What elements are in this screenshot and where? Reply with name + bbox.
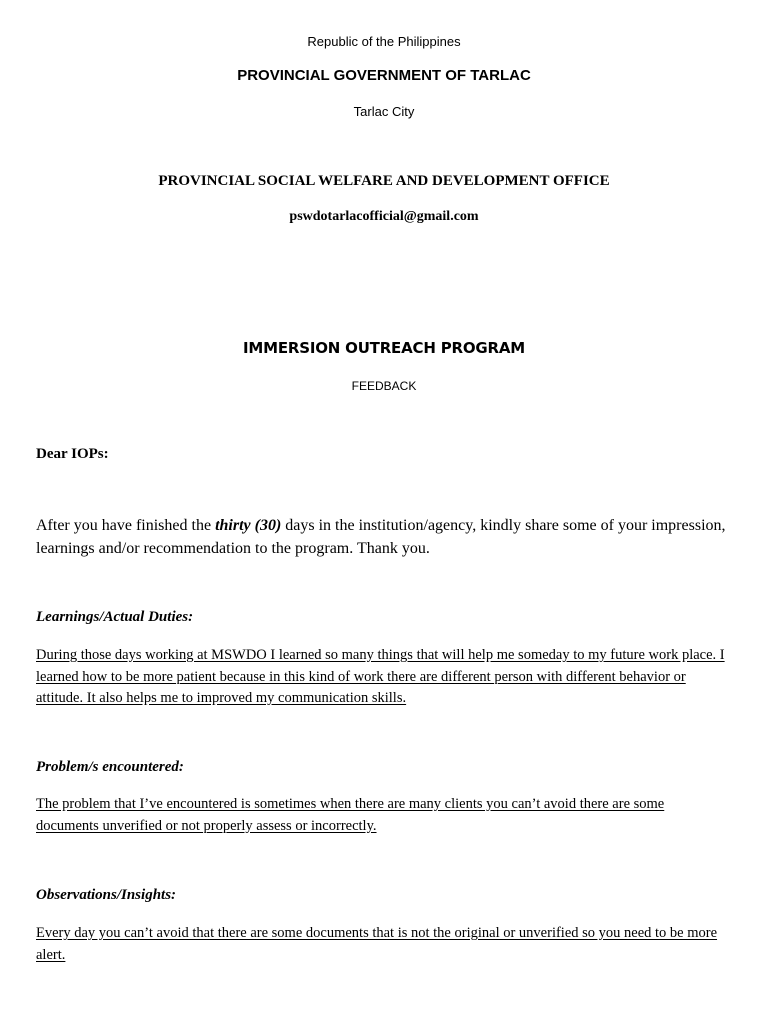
- program-title: IMMERSION OUTREACH PROGRAM: [243, 339, 525, 357]
- problems-answer: The problem that I’ve encountered is sometimes when there are many clients you can’t avoid there are some documents unverified or not properly assess or incorrectly.: [36, 796, 665, 834]
- salutation: Dear IOPs:: [36, 446, 109, 462]
- intro-emphasis: thirty (30): [215, 517, 282, 534]
- learnings-heading: Learnings/Actual Duties:: [36, 609, 194, 625]
- intro-text-after: days in the institution/agency, kindly share some of your impression, learnings and/or recommendation to the program. Thank you.: [36, 517, 726, 557]
- office-email: pswdotarlacofficial@gmail.com: [289, 209, 479, 224]
- observations-answer: Every day you can’t avoid that there are some documents that is not the original or unverified so you need to be more alert.: [36, 925, 718, 963]
- city-line: Tarlac City: [353, 104, 415, 119]
- form-subtitle: FEEDBACK: [351, 379, 417, 393]
- observations-heading: Observations/Insights:: [36, 887, 177, 903]
- intro-paragraph: [36, 514, 726, 560]
- problems-heading: Problem/s encountered:: [36, 759, 184, 775]
- office-title: PROVINCIAL SOCIAL WELFARE AND DEVELOPMENT OFFICE: [158, 173, 610, 189]
- learnings-answer: During those days working at MSWDO I learned so many things that will help me someday to my future work place. I learned how to be more patient because in this kind of work there are different person with different behavior or attitude. It also helps me to improved my communication skills.: [36, 647, 725, 706]
- provincial-government-title: PROVINCIAL GOVERNMENT OF TARLAC: [237, 67, 531, 84]
- republic-line: Republic of the Philippines: [307, 34, 461, 49]
- intro-text-before: After you have finished the: [36, 517, 216, 534]
